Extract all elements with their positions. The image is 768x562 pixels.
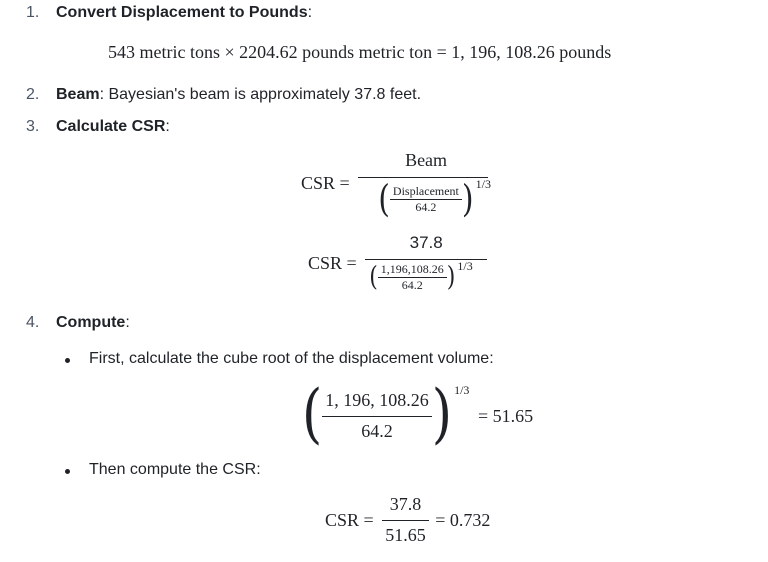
fraction-numerator: 37.8 (409, 233, 443, 252)
list-item-4 (56, 314, 130, 332)
list-number-3: 3. (26, 118, 40, 135)
exponent: 1/3 (475, 176, 491, 191)
inner-numerator: Displacement (392, 184, 459, 198)
right-paren: ) (446, 261, 456, 294)
csr-fraction (358, 150, 494, 222)
csr-label: CSR = (308, 252, 357, 273)
fraction-numerator: 1, 196, 108.26 (325, 390, 429, 410)
item-colon-4: : (125, 314, 130, 331)
bullet-text-2: Then compute the CSR: (89, 461, 261, 478)
right-paren: ) (431, 376, 453, 452)
result: = 51.65 (477, 405, 534, 426)
item-colon-1: : (307, 4, 313, 21)
inner-fraction (390, 184, 462, 215)
result: = 0.732 (435, 509, 491, 530)
item-text-2: : Bayesian's beam is approximately 37.8 feet. (99, 86, 422, 103)
list-item-3 (56, 118, 170, 136)
list-item-2 (56, 86, 421, 104)
exponent: 1/3 (454, 383, 470, 398)
fraction-numerator: Beam (405, 150, 448, 170)
equation-csr-result (325, 494, 490, 546)
left-paren: ( (369, 261, 378, 294)
equation-text: 543 metric tons × 2204.62 pounds metric ton = 1, 196, 108.26 pounds (108, 42, 612, 62)
bullet-text-1: First, calculate the cube root of the displacement volume: (89, 350, 494, 367)
displacement-fraction (322, 390, 432, 442)
item-heading-3: Calculate CSR (56, 118, 166, 135)
item-heading-4: Compute (56, 314, 126, 331)
inner-denominator: 64.2 (415, 200, 437, 214)
left-paren: ( (302, 376, 323, 452)
csr-label: CSR = (301, 173, 350, 193)
list-item-1 (56, 4, 312, 22)
list-number-2: 2. (26, 86, 40, 103)
inner-fraction (378, 262, 447, 293)
equation-displacement-pounds (108, 42, 611, 63)
item-heading-1: Convert Displacement to Pounds (56, 4, 308, 21)
list-number-1: 1. (26, 4, 40, 21)
exponent: 1/3 (457, 258, 473, 273)
bullet-dot (65, 469, 70, 474)
fraction-numerator: 37.8 (389, 494, 422, 514)
equation-csr-formula (301, 150, 494, 222)
bullet-dot (65, 358, 70, 363)
right-paren: ) (461, 177, 474, 222)
item-colon-3: : (165, 118, 170, 135)
fraction-denominator: 51.65 (385, 525, 426, 545)
item-heading-2: Beam (56, 86, 100, 103)
inner-numerator: 1,196,108.26 (380, 262, 444, 276)
csr-fraction (365, 233, 487, 293)
csr-fraction (382, 494, 429, 546)
inner-denominator: 64.2 (401, 278, 423, 292)
fraction-denominator (365, 260, 487, 293)
fraction-denominator: 64.2 (361, 421, 393, 441)
list-number-4: 4. (26, 314, 40, 331)
left-paren: ( (378, 177, 390, 222)
fraction-denominator (358, 176, 494, 222)
equation-csr-substituted (308, 233, 487, 293)
csr-label: CSR = (325, 509, 374, 530)
equation-cube-root (302, 376, 534, 452)
